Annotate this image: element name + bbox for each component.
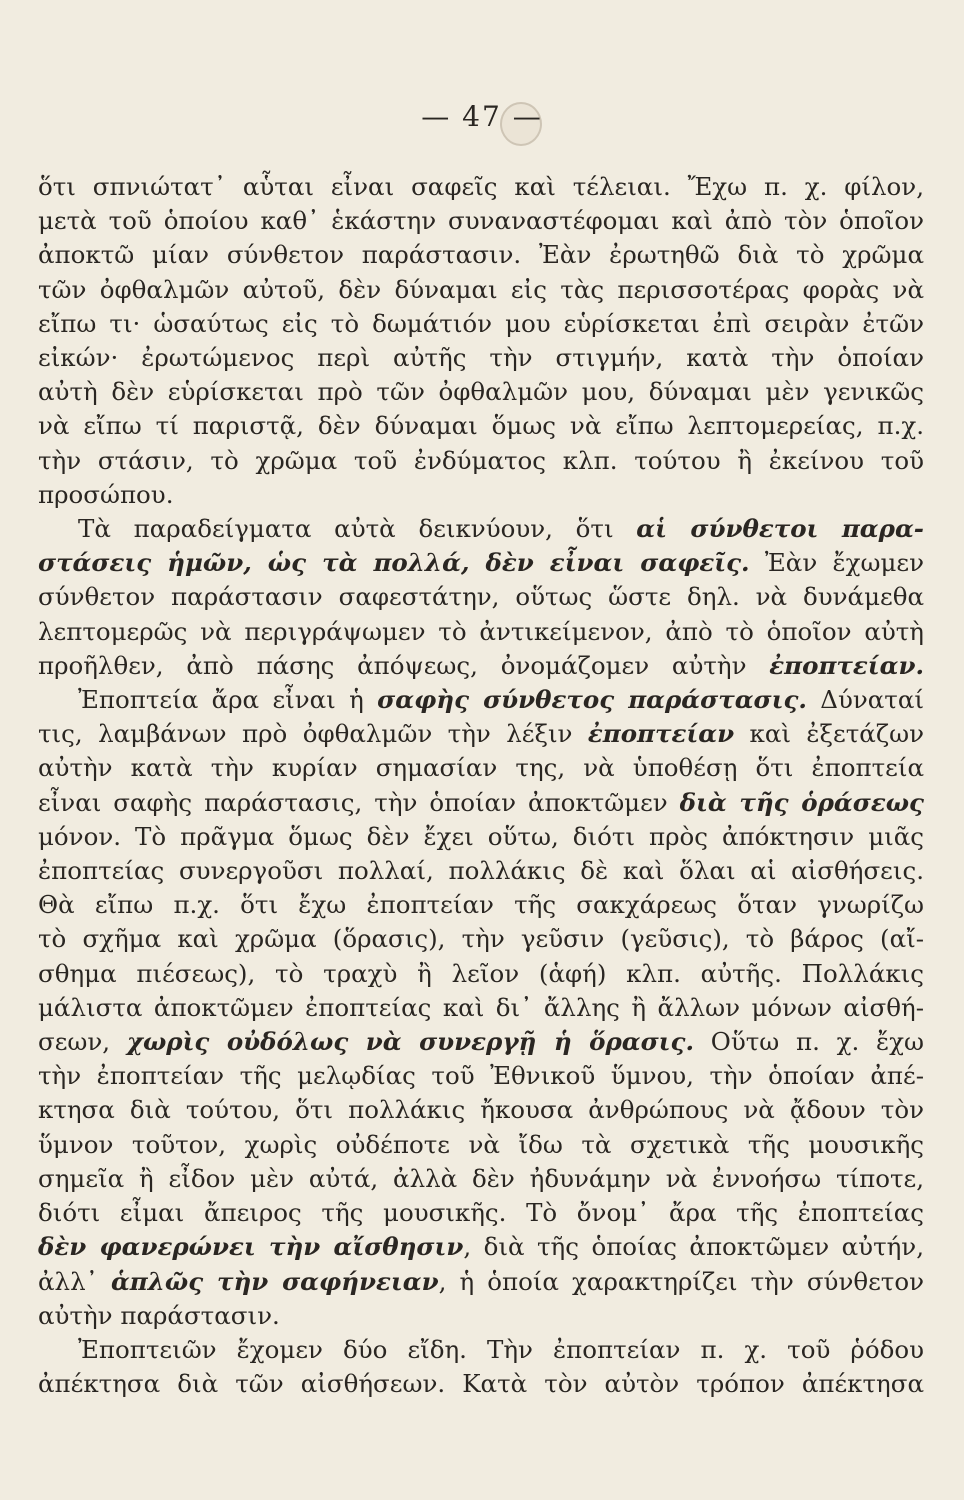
text-segment: διότι εἶμαι ἄπειρος τῆς μουσικῆς. Τὸ ὄνομ᾽ ἄρα τῆς ἐποπτείας <box>38 1198 924 1228</box>
text-line <box>38 615 924 649</box>
emphasized-text: στάσεις ἡμῶν, ὡς τὰ πολλά, δὲν εἶναι σαφεῖς. <box>38 548 750 578</box>
emphasized-text: δὲν φανερώνει τὴν αἴσθησιν <box>38 1232 464 1262</box>
text-line <box>38 478 924 512</box>
text-line <box>38 751 924 785</box>
text-segment: ἀπέκτησα διὰ τῶν αἰσθήσεων. Κατὰ τὸν αὐτὸν τρόπον ἀπέκτησα <box>38 1369 924 1399</box>
text-line <box>38 957 924 991</box>
text-segment: ἀποκτῶ μίαν σύνθετον παράστασιν. Ἐὰν ἐρωτηθῶ διὰ τὸ χρῶμα <box>38 240 924 270</box>
text-segment: ὅτι σπνιώτατ᾽ αὗται εἶναι σαφεῖς καὶ τέλειαι. Ἔχω π. χ. φίλον, <box>38 172 924 201</box>
text-line <box>38 307 924 341</box>
text-line <box>38 273 924 307</box>
emphasized-text: σαφὴς σύνθετος παράστασις. <box>377 685 807 715</box>
emphasized-text: ἐποπτείαν <box>587 719 735 749</box>
text-segment: Ἐὰν ἔχωμεν <box>749 548 924 578</box>
text-segment: εἶναι σαφὴς παράστασις, τὴν ὁποίαν ἀποκτῶμεν <box>38 787 680 817</box>
text-segment: Οὕτω π. χ. ἔχω <box>693 1027 924 1057</box>
text-segment: τὴν ἐποπτείαν τῆς μελῳδίας τοῦ Ἐθνικοῦ ὕμνου, τὴν ὁποίαν ἀπέ- <box>38 1061 924 1091</box>
text-line <box>38 786 924 820</box>
text-segment: αὐτὴν παράστασιν. <box>38 1300 280 1330</box>
emphasized-text: διὰ τῆς ὁράσεως <box>679 787 924 817</box>
text-segment: σθημα πιέσεως), τὸ τραχὺ ἢ λεῖον (ἁφή) κλπ. αὐτῆς. Πολλάκις <box>38 958 924 988</box>
text-segment: Ἐποπτειῶν ἔχομεν δύο εἴδη. Τὴν ἐποπτείαν π. χ. τοῦ ῥόδου <box>78 1334 924 1364</box>
text-segment: προσώπου. <box>38 479 174 509</box>
text-line <box>38 1025 924 1059</box>
text-line <box>38 922 924 956</box>
text-body <box>38 170 924 1401</box>
text-segment: τις, λαμβάνων πρὸ ὀφθαλμῶν τὴν λέξιν <box>38 719 588 749</box>
text-segment: ἐποπτείας συνεργοῦσι πολλαί, πολλάκις δὲ καὶ ὅλαι αἱ αἰσθήσεις. <box>38 856 924 886</box>
text-segment: προῆλθεν, ἀπὸ πάσης ἀπόψεως, ὀνομάζομεν αὐτὴν <box>38 650 770 680</box>
text-line <box>38 888 924 922</box>
text-segment: εἴπω τι· ὡσαύτως εἰς τὸ δωμάτιόν μου εὑρίσκεται ἐπὶ σειρὰν ἐτῶν <box>38 308 924 338</box>
emphasized-text: αἱ σύνθετοι παρα- <box>636 514 924 544</box>
text-line <box>38 820 924 854</box>
text-line <box>38 546 924 580</box>
text-line <box>38 1265 924 1299</box>
text-segment: τῶν ὀφθαλμῶν αὐτοῦ, δὲν δύναμαι εἰς τὰς περισσοτέρας φορὰς νὰ <box>38 274 924 304</box>
emphasized-text: ἐποπτείαν. <box>769 650 924 680</box>
text-line <box>38 1196 924 1230</box>
text-segment: τὸ σχῆμα καὶ χρῶμα (ὅρασις), τὴν γεῦσιν (γεῦσις), τὸ βάρος (αἴ- <box>38 924 924 954</box>
text-segment: μάλιστα ἀποκτῶμεν ἐποπτείας καὶ δι᾽ ἄλλης ἢ ἄλλων μόνων αἰσθή- <box>38 992 924 1022</box>
text-segment: , διὰ τῆς ὁποίας ἀποκτῶμεν αὐτήν, <box>463 1232 924 1262</box>
text-segment: μετὰ τοῦ ὁποίου καθ᾽ ἑκάστην συναναστέφομαι καὶ ἀπὸ τὸν ὁποῖον <box>38 206 924 236</box>
text-line <box>38 1059 924 1093</box>
page-number: — 47 — <box>421 100 543 133</box>
text-line <box>38 170 924 204</box>
text-segment: ἀλλ᾽ <box>38 1266 111 1296</box>
text-line <box>38 991 924 1025</box>
text-line <box>38 649 924 683</box>
text-line <box>38 238 924 272</box>
text-segment: αὐτὴ δὲν εὑρίσκεται πρὸ τῶν ὀφθαλμῶν μου, δύναμαι μὲν γενικῶς <box>38 377 924 407</box>
text-line <box>38 854 924 888</box>
text-segment: Θὰ εἴπω π.χ. ὅτι ἔχω ἐποπτείαν τῆς σακχάρεως ὅταν γνωρίζω <box>38 890 924 920</box>
emphasized-text: ἁπλῶς τὴν σαφήνειαν <box>110 1266 439 1296</box>
text-segment: Δύναταί <box>806 685 925 715</box>
text-segment: εἰκών· ἐρωτώμενος περὶ αὐτῆς τὴν στιγμήν, κατὰ τὴν ὁποίαν <box>38 343 924 373</box>
text-segment: μόνον. Τὸ πρᾶγμα ὅμως δὲν ἔχει οὕτω, διότι πρὸς ἀπόκτησιν μιᾶς <box>38 821 924 851</box>
text-line <box>38 409 924 443</box>
text-segment: λεπτομερῶς νὰ περιγράψωμεν τὸ ἀντικείμενον, ἀπὸ τὸ ὁποῖον αὐτὴ <box>38 616 924 646</box>
text-line <box>38 683 924 717</box>
text-line <box>38 1093 924 1127</box>
text-line <box>38 444 924 478</box>
text-segment: κτησα διὰ τούτου, ὅτι πολλάκις ἤκουσα ἀνθρώπους νὰ ᾄδουν τὸν <box>38 1095 924 1125</box>
text-line <box>38 1333 924 1367</box>
text-segment: σύνθετον παράστασιν σαφεστάτην, οὕτως ὥστε δηλ. νὰ δυνάμεθα <box>38 582 924 612</box>
text-line <box>38 580 924 614</box>
text-segment: νὰ εἴπω τί παριστᾷ, δὲν δύναμαι ὅμως νὰ εἴπω λεπτομερείας, π.χ. <box>38 411 924 441</box>
text-segment: τὴν στάσιν, τὸ χρῶμα τοῦ ἐνδύματος κλπ. τούτου ἢ ἐκείνου τοῦ <box>38 445 924 475</box>
text-line <box>38 512 924 546</box>
text-segment: , ἡ ὁποία χαρακτηρίζει τὴν σύνθετον <box>438 1266 924 1296</box>
text-segment: σημεῖα ἢ εἶδον μὲν αὐτά, ἀλλὰ δὲν ἠδυνάμην νὰ ἐννοήσω τίποτε, <box>38 1163 924 1193</box>
text-segment: αὐτὴν κατὰ τὴν κυρίαν σημασίαν της, νὰ ὑποθέσῃ ὅτι ἐποπτεία <box>38 753 924 783</box>
text-segment: σεων, <box>38 1027 127 1057</box>
text-line <box>38 1367 924 1401</box>
text-line <box>38 1299 924 1333</box>
text-segment: ὕμνον τοῦτον, χωρὶς οὐδέποτε νὰ ἴδω τὰ σχετικὰ τῆς μουσικῆς <box>38 1129 924 1159</box>
emphasized-text: χωρὶς οὐδόλως νὰ συνεργῇ ἡ ὅρασις. <box>126 1027 694 1057</box>
text-line <box>38 341 924 375</box>
text-line <box>38 204 924 238</box>
text-line <box>38 375 924 409</box>
text-segment: καὶ ἐξετάζων <box>734 719 924 749</box>
text-segment: Τὰ παραδείγματα αὐτὰ δεικνύουν, ὅτι <box>78 514 637 544</box>
text-line <box>38 1162 924 1196</box>
text-line <box>38 1128 924 1162</box>
text-line <box>38 1230 924 1264</box>
text-segment: Ἐποπτεία ἄρα εἶναι ἡ <box>78 685 378 715</box>
text-line <box>38 717 924 751</box>
